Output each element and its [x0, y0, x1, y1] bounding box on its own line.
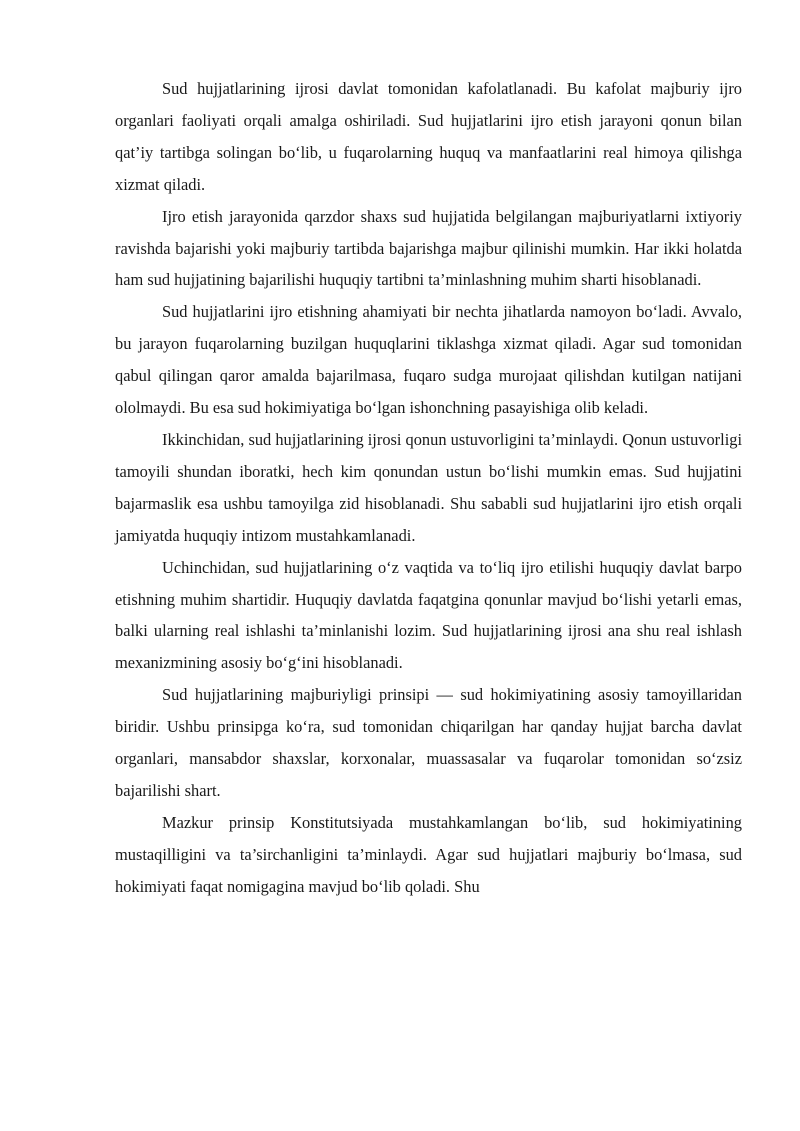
paragraph: Ijro etish jarayonida qarzdor shaxs sud hujjatida belgilangan majburiyatlarni ixtiyoriy ravishda bajarishi yoki majburiy tartibda bajarishga majbur qilinishi mumkin. Har ikki holatda ham sud hujjatining bajarilishi huquqiy tartibni ta’minlashning muhim sharti hisoblanadi. [115, 206, 742, 290]
paragraph: Sud hujjatlarining majburiyligi prinsipi — sud hokimiyatining asosiy tamoyillaridan biridir. Ushbu prinsipga ko‘ra, sud tomonidan chiqarilgan har qanday hujjat barcha davlat organlari, mansabdor shaxslar, korxonalar, muassasalar va fuqarolar tomonidan so‘zsiz bajarilishi shart. [115, 685, 742, 800]
paragraph: Ikkinchidan, sud hujjatlarining ijrosi qonun ustuvorligini ta’minlaydi. Qonun ustuvorligi tamoyili shundan iboratki, hech kim qonundan ustun bo‘lishi mumkin emas. Sud hujjatini bajarmaslik esa ushbu tamoyilga zid hisoblanadi. Shu sababli sud hujjatlarini ijro etish orqali jamiyatda huquqiy intizom mustahkamlanadi. [115, 429, 742, 545]
document-page [115, 73, 742, 903]
paragraph: Sud hujjatlarining ijrosi davlat tomonidan kafolatlanadi. Bu kafolat majburiy ijro organlari faoliyati orqali amalga oshiriladi. Sud hujjatlarini ijro etish jarayoni qonun bilan qat’iy tartibga solingan bo‘lib, u fuqarolarning huquq va manfaatlarini real himoya qilishga xizmat qiladi. [115, 79, 742, 194]
paragraph: Mazkur prinsip Konstitutsiyada mustahkamlangan bo‘lib, sud hokimiyatining mustaqilligini va ta’sirchanligini ta’minlaydi. Agar sud hujjatlari majburiy bo‘lmasa, sud hokimiyati faqat nomigagina mavjud bo‘lib qoladi. Shu [115, 812, 742, 896]
paragraph: Sud hujjatlarini ijro etishning ahamiyati bir nechta jihatlarda namoyon bo‘ladi. Avvalo, bu jarayon fuqarolarning buzilgan huquqlarini tiklashga xizmat qiladi. Agar sud tomonidan qabul qilingan qaror amalda bajarilmasa, fuqaro sudga murojaat qilishdan kutilgan natijani ololmaydi. Bu esa sud hokimiyatiga bo‘lgan ishonchning pasayishiga olib keladi. [115, 302, 742, 418]
paragraph: Uchinchidan, sud hujjatlarining o‘z vaqtida va to‘liq ijro etilishi huquqiy davlat barpo etishning muhim shartidir. Huquqiy davlatda faqatgina qonunlar mavjud bo‘lishi yetarli emas, balki ularning real ishlashi ta’minlanishi lozim. Sud hujjatlarining ijrosi ana shu real ishlash mexanizmining asosiy bo‘g‘ini hisoblanadi. [115, 557, 742, 673]
